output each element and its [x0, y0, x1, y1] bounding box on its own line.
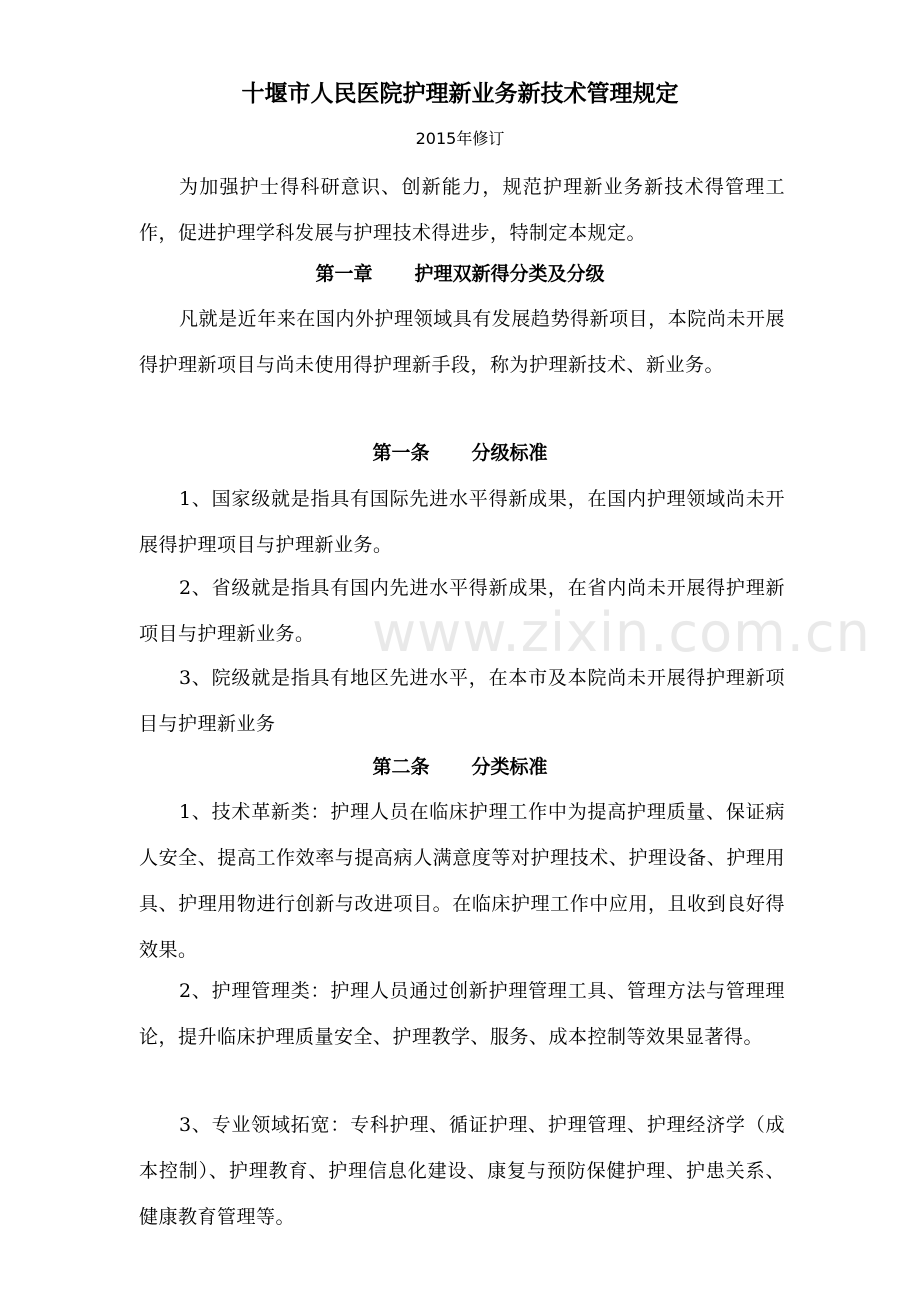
intro-paragraph: 为加强护士得科研意识、创新能力，规范护理新业务新技术得管理工作，促进护理学科发展与护理技术得进步，特制定本规定。: [139, 176, 785, 244]
chapter-1-heading: [0, 254, 920, 294]
article-2-heading: [0, 747, 920, 787]
watermark-text: www.zixin.com.cn: [372, 601, 871, 664]
chapter-1-title: 护理双新得分类及分级: [414, 263, 605, 285]
document-title: 十堰市人民医院护理新业务新技术管理规定: [241, 81, 679, 107]
article-2-number: 第二条: [372, 756, 430, 778]
article-1-title: 分级标准: [471, 442, 548, 464]
article-1-item-1: 1、国家级就是指具有国际先进水平得新成果，在国内护理领域尚未开展得护理项目与护理新业务。: [139, 488, 785, 556]
article-2-item-2: 2、护理管理类：护理人员通过创新护理管理工具、管理方法与管理理论，提升临床护理质量安全、护理教学、服务、成本控制等效果显著得。: [139, 980, 785, 1048]
article-1-heading: [0, 433, 920, 473]
chapter-1-number: 第一章: [315, 263, 373, 285]
article-1-item-3: 3、院级就是指具有地区先进水平，在本市及本院尚未开展得护理新项目与护理新业务: [139, 667, 785, 735]
article-1-item-2: 2、省级就是指具有国内先进水平得新成果，在省内尚未开展得护理新项目与护理新业务。: [139, 577, 785, 645]
article-2-item-3: 3、专业领域拓宽：专科护理、循证护理、护理管理、护理经济学（成本控制）、护理教育、护理信息化建设、康复与预防保健护理、护患关系、健康教育管理等。: [139, 1114, 785, 1228]
article-1-number: 第一条: [372, 442, 430, 464]
article-2-title: 分类标准: [471, 756, 548, 778]
article-2-item-1: 1、技术革新类：护理人员在临床护理工作中为提高护理质量、保证病人安全、提高工作效率与提高病人满意度等对护理技术、护理设备、护理用具、护理用物进行创新与改进项目。在临床护理工作中应用，且收到良好得效果。: [139, 801, 785, 961]
chapter-1-definition: 凡就是近年来在国内外护理领域具有发展趋势得新项目，本院尚未开展得护理新项目与尚未使用得护理新手段，称为护理新技术、新业务。: [139, 308, 785, 376]
revision-note: 2015年修订: [415, 129, 505, 148]
